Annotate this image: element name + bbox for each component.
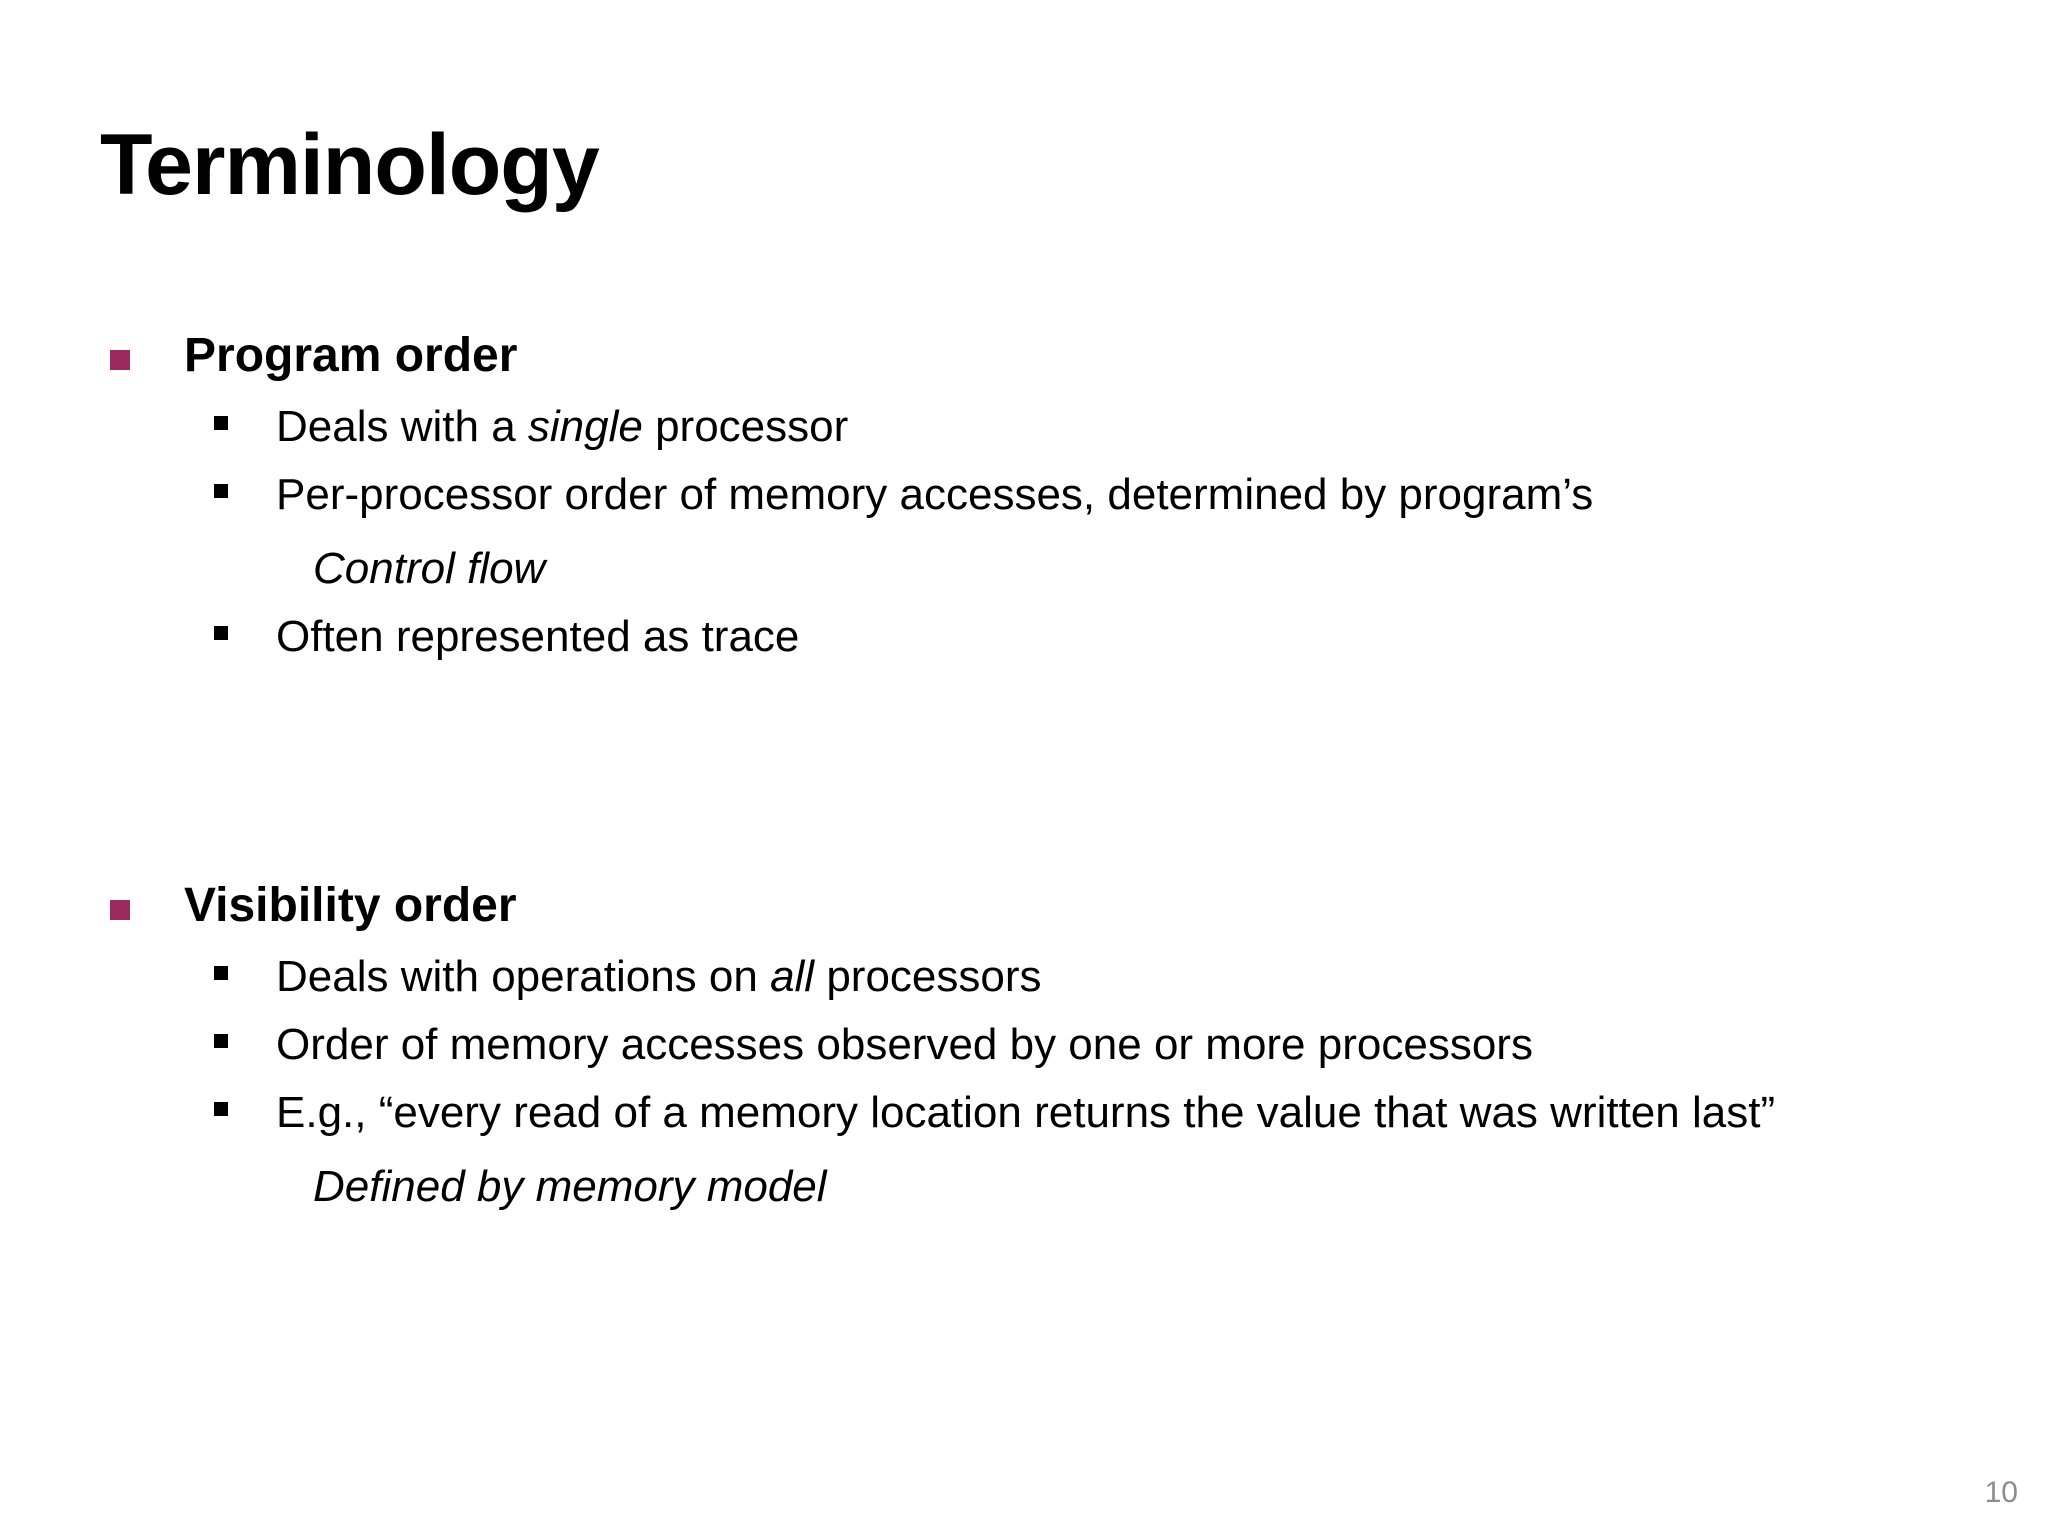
square-bullet-icon [110, 900, 130, 920]
sub-bullet-text-after: processors [814, 952, 1042, 1001]
sub-bullet-all-processors [108, 946, 1928, 1008]
page-number: 10 [1984, 1476, 2018, 1509]
square-bullet-icon [214, 1034, 228, 1048]
slide-title: Terminology [100, 117, 599, 213]
sub-bullet-example [108, 1082, 1926, 1144]
sub-bullet-per-processor-order [108, 464, 1928, 526]
section-visibility-order [108, 872, 1928, 1218]
note-control-flow: Control flow [313, 544, 546, 593]
sub-bullet-text-after: processor [642, 402, 849, 451]
sub-bullet-single-processor [108, 396, 1928, 458]
heading-text: Program order [184, 329, 518, 382]
square-bullet-icon [214, 484, 228, 498]
bullet-heading-visibility-order [108, 872, 1928, 940]
sub-bullet-text: Order of memory accesses observed by one or more processors [276, 1020, 1533, 1069]
heading-text: Visibility order [184, 879, 517, 932]
sub-bullet-text: Often represented as trace [276, 612, 800, 661]
sub-bullet-text-before: Deals with a [276, 402, 528, 451]
sub-bullet-text-before: Deals with operations on [276, 952, 771, 1001]
note-memory-model: Defined by memory model [313, 1162, 827, 1211]
sub-bullet-text: Per-processor order of memory accesses, determined by program’s [276, 470, 1594, 519]
sub-bullet-emphasis: all [770, 952, 815, 1001]
square-bullet-icon [214, 1102, 228, 1116]
square-bullet-icon [214, 416, 228, 430]
sub-bullet-text: E.g., “every read of a memory location returns the value that was written last” [276, 1088, 1776, 1137]
square-bullet-icon [214, 966, 228, 980]
sub-bullet-emphasis: single [527, 402, 643, 451]
square-bullet-icon [110, 350, 130, 370]
sub-bullet-trace [108, 606, 1928, 668]
bullet-heading-program-order [108, 322, 1928, 390]
section-program-order [108, 322, 1928, 668]
sub-bullet-order-observed [108, 1014, 1928, 1076]
square-bullet-icon [214, 626, 228, 640]
